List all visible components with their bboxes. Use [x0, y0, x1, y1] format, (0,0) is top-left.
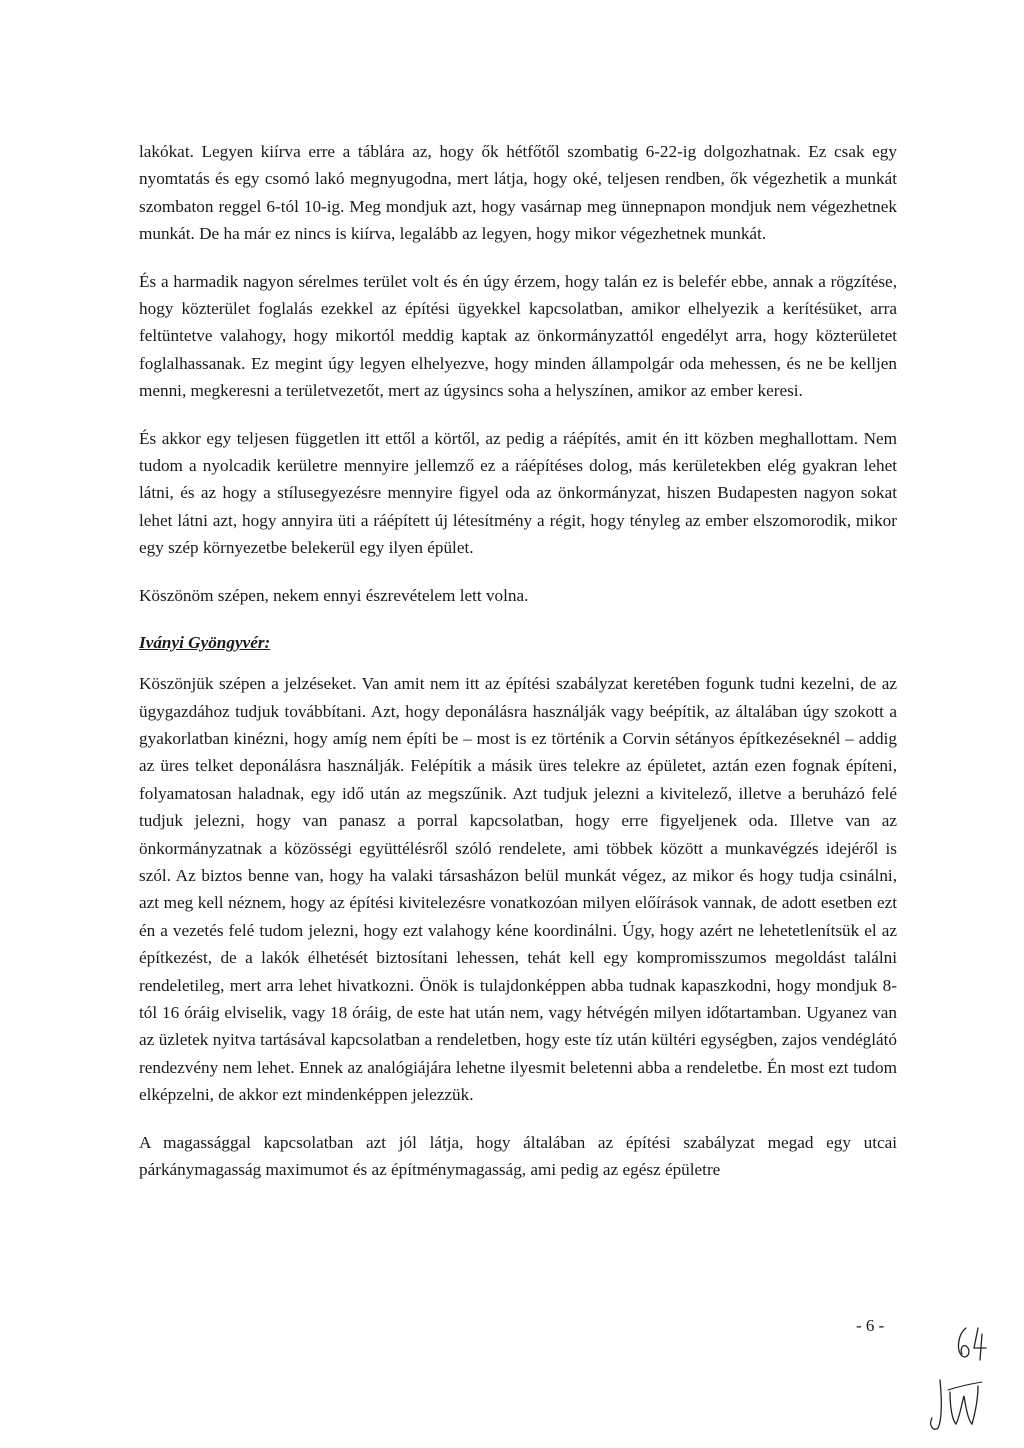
page-number: - 6 - — [856, 1316, 885, 1335]
paragraph: Köszönjük szépen a jelzéseket. Van amit nem itt az építési szabályzat keretében fogunk tudni kezelni, de az ügygazdához tudjuk továbbítani. Azt, hogy deponálásra használják vagy beépítik, az általában úgy szokott a gyakorlatban kinézni, hogy amíg nem építi be – most is ez történik a Corvin sétányos építkezéseknél – addig az üres telket deponálásra használják. Felépítik a másik üres telekre az épületet, aztán ezen fognak építeni, folyamatosan haladnak, egy idő után az megszűnik. Azt tudjuk jelezni a kivitelező, illetve a beruházó felé tudjuk jelezni, hogy van panasz a porral kapcsolatban, hogy erre figyeljenek oda. Illetve van az önkormányzatnak a közösségi együttélésről szóló rendelete, ami többek között a munkavégzés idejéről is szól. Az biztos benne van, hogy ha valaki társasházon belül munkát végez, az mikor és hogy tudja csinálni, azt meg kell néznem, hogy az építési kivitelezésre vonatkozóan milyen előírások vannak, de adott esetben ezt én a vezetés felé tudom jelezni, hogy ezt valahogy kéne koordinálni. Úgy, hogy azért ne lehetetlenítsük el az építkezést, de a lakók élhetését biztosítani lehessen, tehát kell egy kompromisszumos megoldást találni rendeletileg, mert arra lehet hivatkozni. Önök is tulajdonképpen abba tudnak kapaszkodni, hogy mondjuk 8-tól 16 óráig elviselik, vagy 18 óráig, de este hat után nem, vagy hétvégén milyen időtartamban. Ugyanez van az üzletek nyitva tartásával kapcsolatban a rendeletben, hogy este tíz után kültéri egységben, zajos vendéglátó rendezvény nem lehet. Ennek az analógiájára lehetne ilyesmit beletenni abba a rendeletbe. Én most ezt tudom elképzelni, de akkor ezt mindenképpen jelezzük. — [139, 674, 897, 1105]
paragraph: A magassággal kapcsolatban azt jól látja, hogy általában az építési szabályzat megad egy utcai párkánymagasság maximumot és az építménymagasság, ami pedig az egész épületre — [139, 1132, 897, 1179]
paragraph: Köszönöm szépen, nekem ennyi észrevételem lett volna. — [139, 585, 529, 605]
paragraph: És a harmadik nagyon sérelmes terület volt és én úgy érzem, hogy talán ez is belefér ebbe, annak a rögzítése, hogy közterület foglalás ezekkel az építési ügyekkel kapcsolatban, amikor elhelyezik a kerítésüket, arra feltüntetve valahogy, hogy mikortól meddig kaptak az önkormányzattól engedélyt arra, hogy közterületet foglalhassanak. Ez megint úgy legyen elhelyezve, hogy minden állampolgár oda mehessen, és ne be kelljen menni, megkeresni a területvezetőt, mert az úgysincs soha a helyszínen, amikor az ember keresi. — [139, 271, 897, 401]
speaker-heading: Iványi Gyöngyvér: — [139, 633, 271, 653]
document-page — [139, 138, 897, 1203]
paragraph: És akkor egy teljesen független itt ettől a körtől, az pedig a ráépítés, amit én itt közben meghallottam. Nem tudom a nyolcadik kerületre mennyire jellemző ez a ráépítéses dolog, más kerületekben elég gyakran lehet látni, és az hogy a stílusegyezésre mennyire figyel oda az önkormányzat, hiszen Budapesten nagyon sokat lehet látni azt, hogy annyira üti a ráépített új létesítmény a régit, hogy tényleg az ember elszomorodik, mikor egy szép környezetbe belekerül egy ilyen épület. — [139, 428, 897, 558]
paragraph: lakókat. Legyen kiírva erre a táblára az, hogy ők hétfőtől szombatig 6-22-ig dolgozhatnak. Ez csak egy nyomtatás és egy csomó lakó megnyugodna, mert látja, hogy oké, teljesen rendben, ők végezhetik a munkát szombaton reggel 6-tól 10-ig. Meg mondjuk azt, hogy vasárnap meg ünnepnapon mondjuk nem végezhetnek munkát. De ha már ez nincs is kiírva, legalább az legyen, hogy mikor végezhetnek munkát. — [139, 142, 897, 244]
handwritten-signature — [920, 1320, 1020, 1440]
